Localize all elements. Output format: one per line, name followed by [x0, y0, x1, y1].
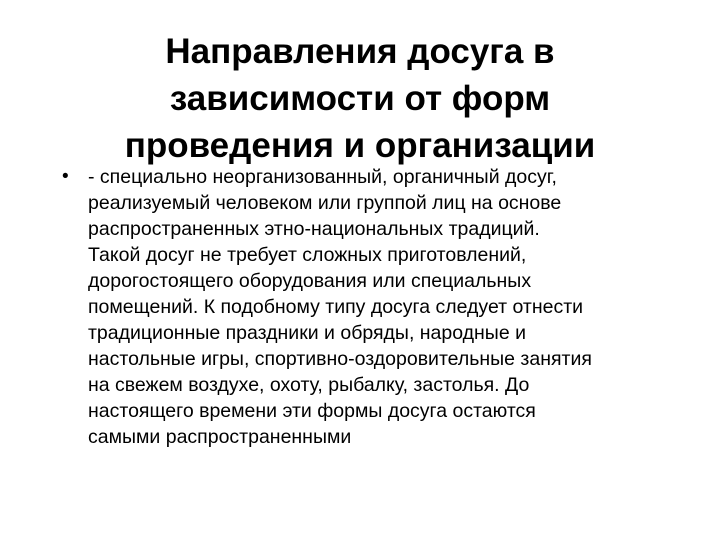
slide-title — [60, 28, 660, 169]
body-text-line: помещений. К подобному типу досуга следует отнести — [88, 296, 584, 318]
bullet-icon: • — [62, 166, 69, 187]
title-line: зависимости от форм — [169, 79, 551, 118]
body-text-line: настоящего времени эти формы досуга остаются — [88, 400, 536, 422]
title-line: проведения и организации — [124, 126, 596, 165]
bullet-list — [60, 164, 680, 450]
title-line: Направления досуга в — [165, 32, 555, 71]
body-text-line: - специально неорганизованный, органичный досуг, — [88, 166, 557, 188]
body-text-line: Такой досуг не требует сложных приготовлений, — [88, 244, 527, 266]
body-text-line: дорогостоящего оборудования или специальных — [88, 270, 532, 292]
body-text-line: на свежем воздухе, охоту, рыбалку, застолья. До — [88, 374, 530, 396]
body-text-line: традиционные праздники и обряды, народные и — [88, 322, 526, 344]
bullet-item — [60, 164, 680, 450]
body-text-line: распространенных этно-национальных традиций. — [88, 218, 540, 240]
body-text-line: реализуемый человеком или группой лиц на основе — [88, 192, 562, 214]
body-text-line: настольные игры, спортивно-оздоровительные занятия — [88, 348, 592, 370]
body-text-line: самыми распространенными — [88, 426, 352, 448]
